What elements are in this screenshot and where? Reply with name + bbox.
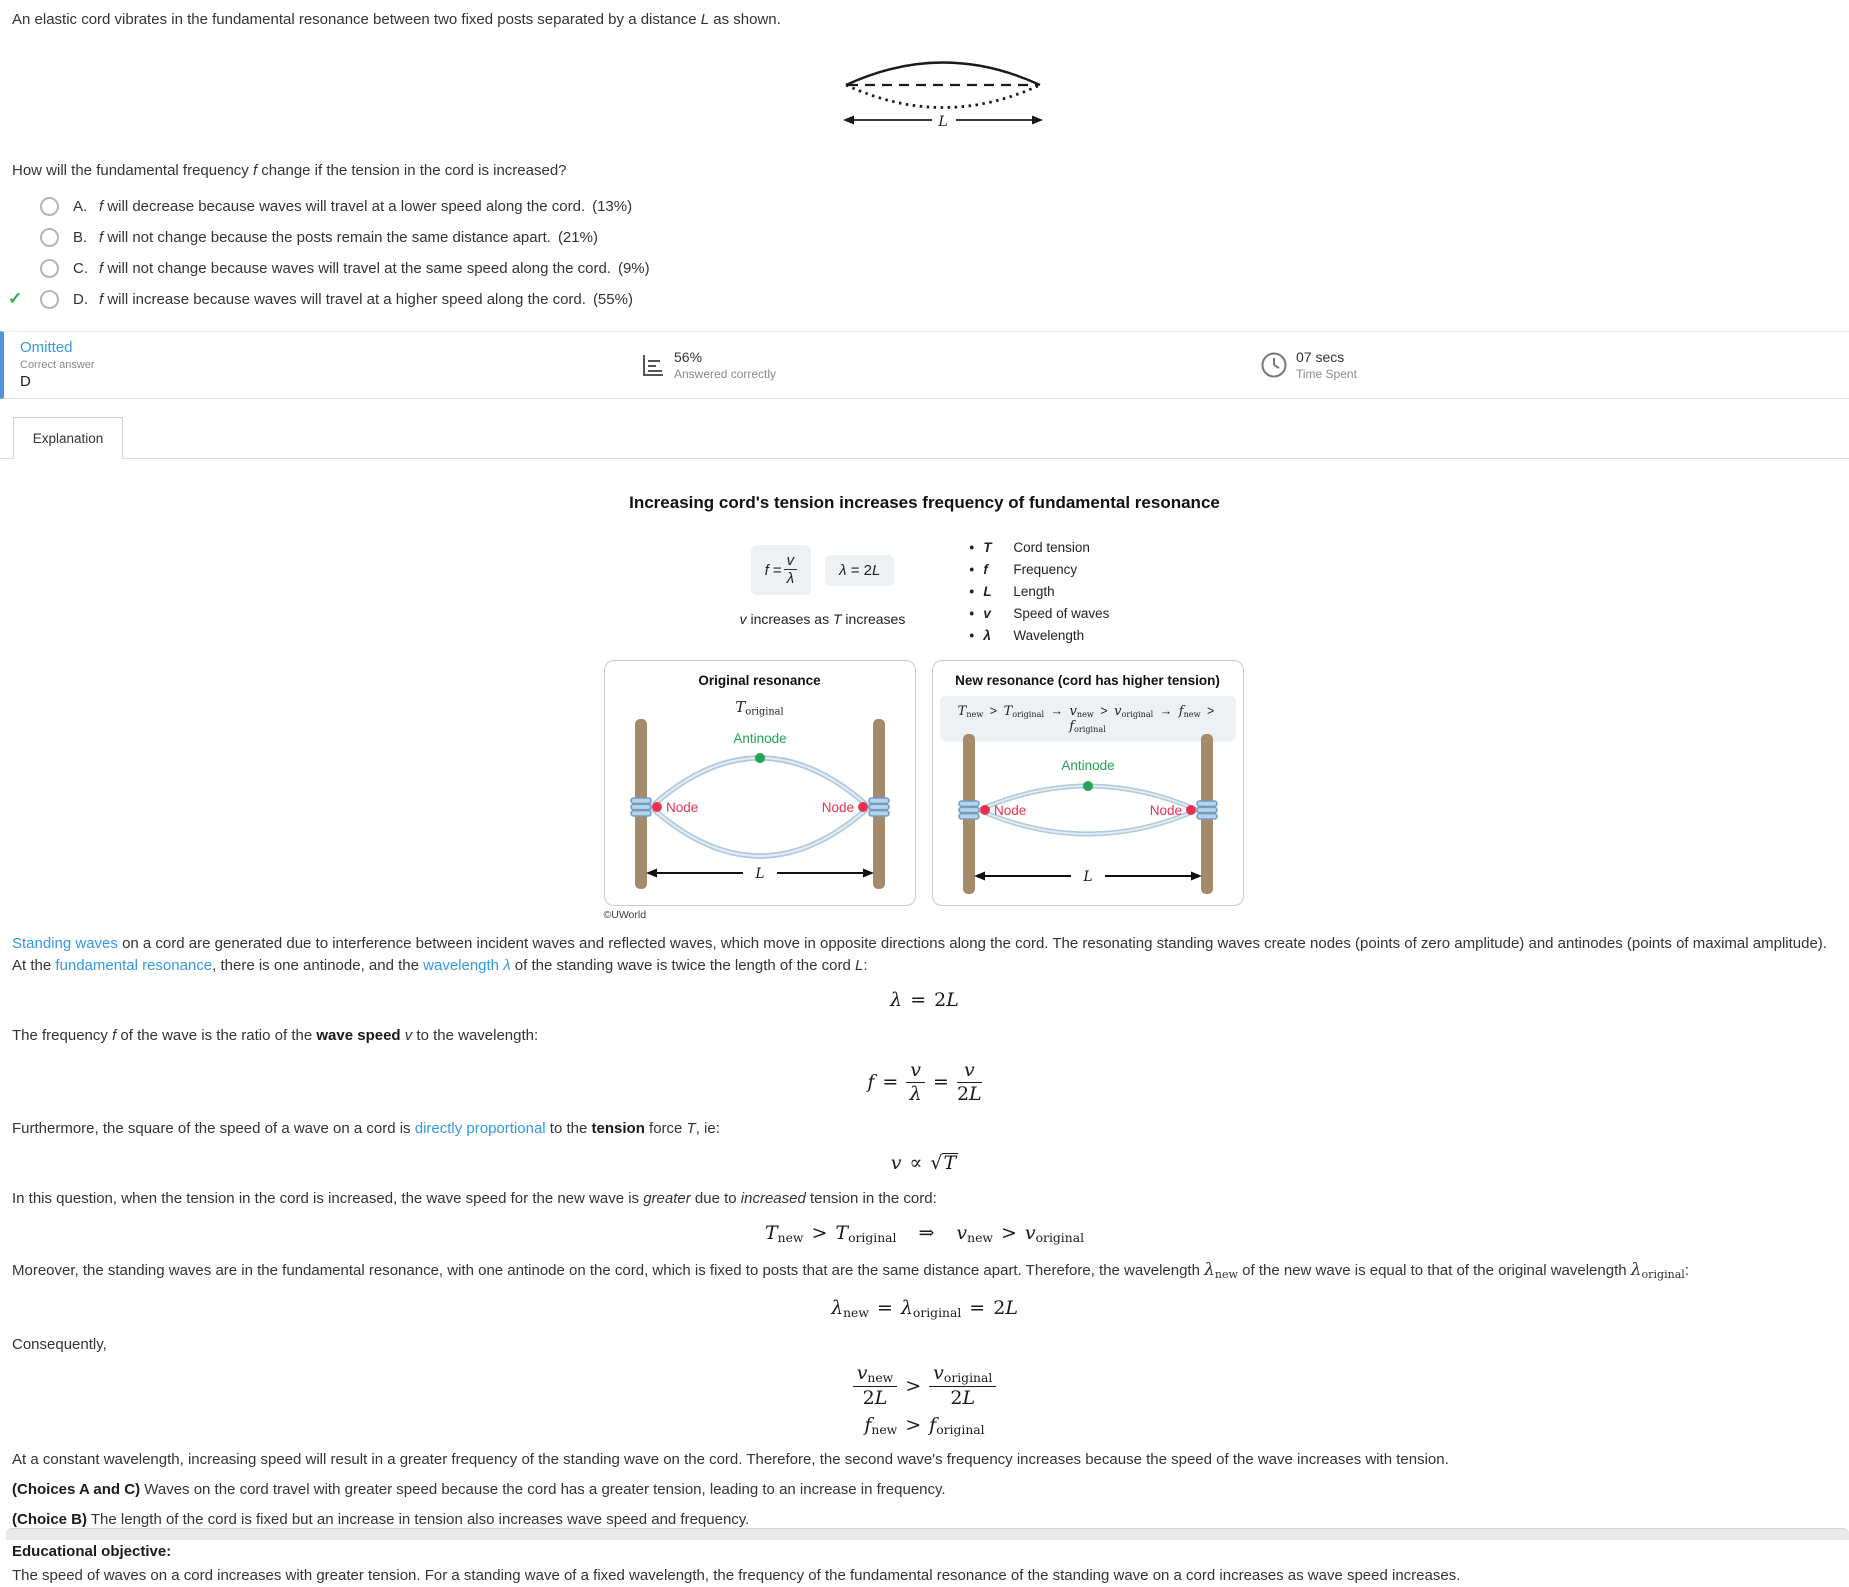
time-value: 07 secs — [1296, 349, 1345, 365]
choice-b[interactable] — [0, 222, 1849, 253]
intro-text: An elastic cord vibrates in the fundamental resonance between two fixed posts separated by a distance — [12, 11, 701, 28]
paragraph-consequently: Consequently, — [12, 1335, 107, 1353]
choice-a-percent: (13%) — [592, 198, 633, 215]
antinode-label: Antinode — [732, 731, 787, 747]
answered-percent: 56% — [674, 349, 703, 365]
choice-d[interactable] — [0, 284, 1849, 315]
choice-d-radio[interactable] — [40, 290, 59, 309]
omitted-status: Omitted — [20, 339, 73, 356]
figure-legend — [969, 533, 1109, 648]
equation-speed-ratio: vnew 2L > voriginal 2L — [12, 1362, 1837, 1411]
paragraph-frequency: The frequency f of the wave is the ratio of the wave speed v to the wavelength: — [12, 1026, 539, 1044]
equation-frequency-greater: fnew > foriginal — [864, 1414, 985, 1438]
answered-correctly-block — [640, 349, 776, 381]
choice-c-percent: (9%) — [617, 260, 650, 277]
cord-diagram — [840, 40, 1046, 140]
correct-answer-value: D — [20, 373, 31, 390]
length-label: L — [1083, 869, 1092, 886]
legend-item: • T Cord tension — [969, 540, 1090, 555]
answered-label: Answered correctly — [674, 367, 777, 381]
legend-item: • λ Wavelength — [969, 628, 1085, 643]
choice-d-percent: (55%) — [592, 291, 633, 308]
cord-vibration-diagram — [840, 40, 1046, 136]
directly-proportional-link[interactable]: directly proportional — [414, 1120, 546, 1138]
correct-answer-label: Correct answer — [20, 359, 95, 371]
time-spent-text — [1296, 349, 1357, 381]
node-right-label: Node — [1149, 803, 1182, 819]
clock-icon — [1260, 351, 1288, 379]
diagram-length-label: L — [938, 114, 948, 130]
node-left-label: Node — [993, 803, 1026, 819]
choice-a-radio[interactable] — [40, 197, 59, 216]
paragraph-choices-ac: (Choices A and C) Waves on the cord travel with greater speed because the cord has a greater tension, leading to an increase in frequency. — [12, 1480, 946, 1498]
answered-stats-text — [674, 349, 776, 381]
answered-stats-icon — [640, 352, 666, 378]
standing-waves-link[interactable]: Standing waves — [12, 935, 118, 952]
choice-c-radio[interactable] — [40, 259, 59, 278]
original-resonance-panel — [604, 660, 916, 906]
paragraph-proportional: Furthermore, the square of the speed of a wave on a cord is directly proportional to the tension force T, ie: — [12, 1120, 720, 1138]
original-resonance-figure — [605, 717, 915, 889]
node-right-label: Node — [821, 800, 854, 816]
equation-f-v-lambda: f = $\frac{v}{\lambda}$ = $\frac{v}{2L}$ — [867, 1058, 982, 1105]
tab-explanation[interactable] — [13, 417, 123, 459]
original-panel-title: Original resonance — [698, 673, 821, 688]
bottom-scroll-strip[interactable] — [6, 1528, 1849, 1540]
new-panel-title: New resonance (cord has higher tension) — [955, 673, 1220, 688]
tab-explanation-label: Explanation — [32, 430, 104, 446]
intro-variable: L — [700, 11, 710, 28]
equation-v-sqrt-T: v ∝ √T — [890, 1152, 957, 1175]
new-panel-formula: Tnew > Toriginal → vnew > voriginal → fnew > foriginal — [940, 696, 1236, 742]
formula-frequency-box: f = $\frac{v}{\lambda}$ — [751, 545, 812, 595]
choice-b-text: f will not change because the posts remain the same distance apart. (21%) — [99, 229, 598, 246]
explanation-body — [0, 933, 1849, 1587]
paragraph-choice-b: (Choice B) The length of the cord is fixed but an increase in tension also increases wave speed and frequency. — [12, 1510, 750, 1528]
choice-b-percent: (21%) — [557, 229, 598, 246]
equation-lambda-equal: λnew = λoriginal = 2L — [831, 1297, 1018, 1321]
choice-a-letter: A. — [73, 198, 88, 215]
correct-check-icon: ✓ — [8, 289, 23, 308]
stem-variable: f — [252, 162, 258, 179]
fundamental-resonance-link[interactable]: fundamental resonance — [55, 957, 213, 974]
length-label: L — [755, 866, 764, 883]
choice-a[interactable] — [0, 191, 1849, 222]
time-spent-block — [1260, 349, 1357, 381]
equation-tension-implies-speed: Tnew > Toriginal ⇒ vnew > voriginal — [764, 1222, 1085, 1246]
legend-item: • f Frequency — [969, 562, 1078, 577]
figure-title: Increasing cord's tension increases frequency of fundamental resonance — [629, 493, 1220, 512]
figure-formulas — [740, 533, 906, 627]
result-status-block — [20, 339, 95, 390]
legend-item: • v Speed of waves — [969, 606, 1110, 621]
answer-choices — [0, 191, 1849, 315]
choice-d-text: f will increase because waves will travel at a higher speed along the cord. (55%) — [99, 291, 633, 308]
wavelength-link[interactable]: wavelength λ — [423, 957, 511, 974]
time-label: Time Spent — [1296, 367, 1357, 381]
stem-text: How will the fundamental frequency — [12, 162, 253, 179]
uworld-copyright: ©UWorld — [603, 909, 647, 921]
educational-objective-label: Educational objective: — [12, 1542, 172, 1560]
figure-body — [0, 533, 1849, 648]
paragraph-standing-waves: Standing waves on a cord are generated due to interference between incident waves and reflected waves, which move in opposite directions along the cord. The resonating standing waves create nodes (points of zero amplitude) and antinodes (points of maximal amplitude). At the fundamental resonance, there is one antinode, and the wavelength λ of the standing wave is twice the length of the cord L: — [12, 935, 1827, 974]
paragraph-moreover: Moreover, the standing waves are in the fundamental resonance, with one antinode on the cord, which is fixed to posts that are the same distance apart. Therefore, the wavelength λnew of the new wave is equal to that of the original wavelength λoriginal: — [12, 1259, 1690, 1281]
choice-a-text: f will decrease because waves will travel at a lower speed along the cord. (13%) — [99, 198, 633, 215]
new-resonance-figure — [933, 742, 1243, 892]
intro-text-end: as shown. — [709, 11, 781, 28]
question-intro — [0, 0, 1849, 30]
choice-c-letter: C. — [73, 260, 88, 277]
choice-d-letter: D. — [73, 291, 88, 308]
explanation-figure — [0, 493, 1849, 921]
choice-c-text: f will not change because waves will travel at the same speed along the cord. (9%) — [99, 260, 650, 277]
stem-text-end: change if the tension in the cord is increased? — [257, 162, 567, 179]
choice-b-letter: B. — [73, 229, 88, 246]
choice-b-radio[interactable] — [40, 228, 59, 247]
educational-objective-text: The speed of waves on a cord increases with greater tension. For a standing wave of a fixed wavelength, the frequency of the fundamental resonance of the standing wave on a cord increases as wave speed increases. — [12, 1566, 1461, 1584]
paragraph-in-question: In this question, when the tension in the cord is increased, the wave speed for the new wave is greater due to increased tension in the cord: — [12, 1190, 937, 1208]
question-stem — [12, 162, 1849, 179]
paragraph-conclusion: At a constant wavelength, increasing speed will result in a greater frequency of the standing wave on the cord. Therefore, the second wave's frequency increases because the speed of the wave increases with tension. — [12, 1450, 1449, 1468]
original-tension-label: Toriginal — [735, 698, 784, 718]
resonance-panels — [604, 660, 1246, 921]
result-bar — [0, 331, 1849, 399]
new-resonance-panel — [932, 660, 1244, 906]
equation-lambda-2L: λ = 2L — [890, 989, 959, 1011]
figure-note: v increases as T increases — [739, 611, 906, 628]
formula-wavelength-box: λ = 2 L — [825, 555, 894, 586]
choice-c[interactable] — [0, 253, 1849, 284]
node-left-label: Node — [665, 800, 698, 816]
antinode-label: Antinode — [1060, 758, 1115, 774]
legend-item: • L Length — [969, 584, 1055, 599]
tab-bar — [0, 419, 1849, 459]
